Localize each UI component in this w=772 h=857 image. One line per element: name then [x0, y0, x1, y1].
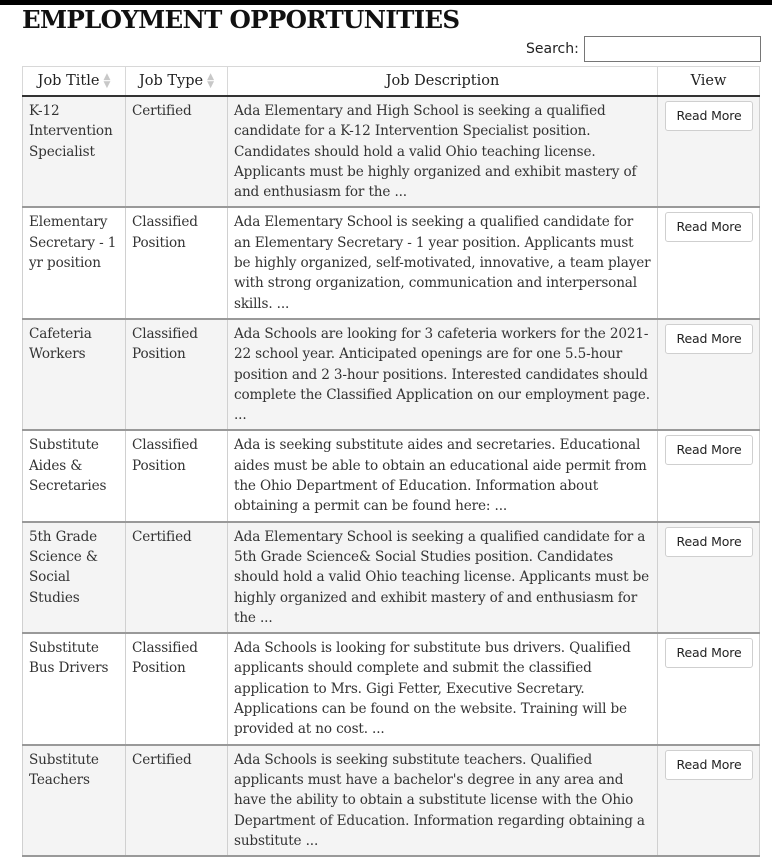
job-description-cell: Ada Elementary and High School is seeking a qualified candidate for a K-12 Intervention Specialist position. Candidates should hold a valid Ohio teaching license. Applicants must be highly organized and exhibit mastery of and enthusiasm for the ...: [228, 96, 658, 207]
job-title-cell: Substitute Teachers: [23, 745, 126, 856]
job-description-cell: Ada Schools is seeking substitute teachers. Qualified applicants must have a bachelor's degree in any area and have the ability to obtain a substitute license with the Ohio Department of Education. Information regarding obtaining a substitute ...: [228, 745, 658, 856]
job-title-cell: Elementary Secretary - 1 yr position: [23, 207, 126, 318]
column-header-job-title[interactable]: [23, 67, 126, 97]
job-type-cell: Classified Position: [126, 207, 228, 318]
read-more-button[interactable]: Read More: [665, 212, 753, 242]
job-type-cell: Classified Position: [126, 319, 228, 430]
read-more-button[interactable]: Read More: [665, 435, 753, 465]
job-type-cell: Certified: [126, 745, 228, 856]
table-row: [23, 207, 760, 318]
view-cell: [658, 207, 760, 318]
job-type-cell: Classified Position: [126, 430, 228, 521]
column-header-label: Job Description: [385, 73, 500, 89]
read-more-button[interactable]: Read More: [665, 638, 753, 668]
column-header-job-type[interactable]: [126, 67, 228, 97]
view-cell: [658, 745, 760, 856]
view-cell: [658, 430, 760, 521]
table-row: [23, 319, 760, 430]
table-row: [23, 430, 760, 521]
read-more-button[interactable]: Read More: [665, 527, 753, 557]
read-more-button[interactable]: Read More: [665, 324, 753, 354]
job-description-cell: Ada Schools are looking for 3 cafeteria workers for the 2021-22 school year. Anticipated openings are for one 5.5-hour position and 2 3-hour positions. Interested candidates should complete the Classified Application on our employment page. ...: [228, 319, 658, 430]
table-row: [23, 745, 760, 856]
table-row: [23, 633, 760, 744]
search-label: Search:: [526, 41, 579, 57]
sort-icon: ▲ ▼: [103, 72, 111, 90]
column-header-label: Job Type: [138, 73, 204, 89]
column-header-view: [658, 67, 760, 97]
search-input[interactable]: [584, 36, 761, 62]
job-type-cell: Classified Position: [126, 633, 228, 744]
job-description-cell: Ada Elementary School is seeking a qualified candidate for a 5th Grade Science& Social Studies position. Candidates should hold a valid Ohio teaching license. Applicants must be highly organized and exhibit mastery of and enthusiasm for the ...: [228, 522, 658, 633]
read-more-button[interactable]: Read More: [665, 101, 753, 131]
column-header-label: View: [690, 73, 727, 89]
view-cell: [658, 96, 760, 207]
table-row: [23, 96, 760, 207]
table-header-row: [23, 67, 760, 97]
read-more-button[interactable]: Read More: [665, 750, 753, 780]
job-description-cell: Ada is seeking substitute aides and secretaries. Educational aides must be able to obtain an educational aide permit from the Ohio Department of Education. Information about obtaining a permit can be found here: ...: [228, 430, 658, 521]
job-description-cell: Ada Schools is looking for substitute bus drivers. Qualified applicants should complete and submit the classified application to Mrs. Gigi Fetter, Executive Secretary. Applications can be found on the website. Training will be provided at no cost. ...: [228, 633, 658, 744]
job-title-cell: Cafeteria Workers: [23, 319, 126, 430]
jobs-table: [22, 66, 760, 857]
column-header-job-description: [228, 67, 658, 97]
table-row: [23, 522, 760, 633]
view-cell: [658, 319, 760, 430]
job-type-cell: Certified: [126, 96, 228, 207]
page-title: EMPLOYMENT OPPORTUNITIES: [22, 5, 460, 34]
job-title-cell: Substitute Bus Drivers: [23, 633, 126, 744]
view-cell: [658, 522, 760, 633]
sort-icon: ▲ ▼: [207, 72, 215, 90]
job-title-cell: 5th Grade Science & Social Studies: [23, 522, 126, 633]
view-cell: [658, 633, 760, 744]
column-header-label: Job Title: [37, 73, 100, 89]
job-type-cell: Certified: [126, 522, 228, 633]
job-description-cell: Ada Elementary School is seeking a qualified candidate for an Elementary Secretary - 1 year position. Applicants must be highly organized, self-motivated, innovative, a team player with strong organization, communication and interpersonal skills. ...: [228, 207, 658, 318]
job-title-cell: K-12 Intervention Specialist: [23, 96, 126, 207]
job-title-cell: Substitute Aides & Secretaries: [23, 430, 126, 521]
